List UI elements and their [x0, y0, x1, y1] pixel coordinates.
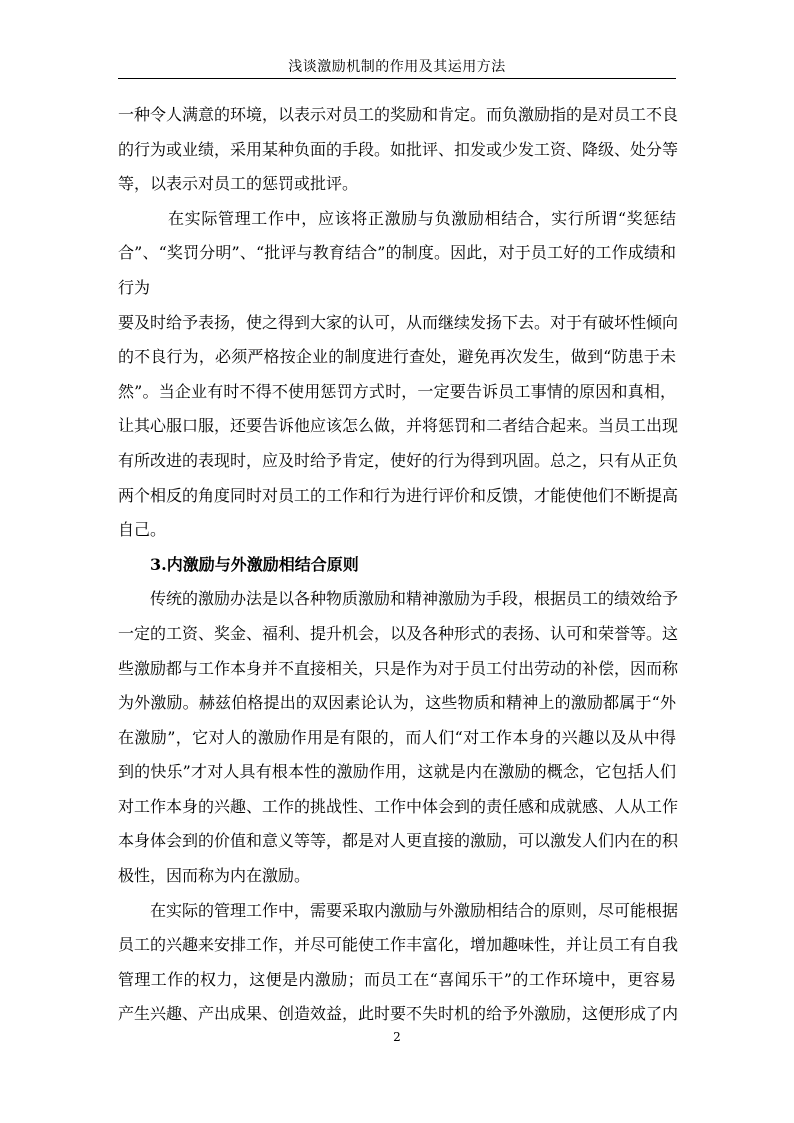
text-line: 两个相反的角度同时对员工的工作和行为进行评价和反馈，才能使他们不断提高 [118, 485, 679, 505]
body-text [118, 98, 679, 1032]
text-line: 管理工作的权力，这便是内激励；而员工在“喜闻乐干”的工作环境中，更容易 [118, 969, 676, 989]
running-header: 浅谈激励机制的作用及其运用方法 [288, 59, 506, 75]
text-line: 员工的兴趣来安排工作，并尽可能使工作丰富化，增加趣味性，并让员工有自我 [118, 935, 679, 955]
text-line: 要及时给予表扬，使之得到大家的认可，从而继续发扬下去。对于有破坏性倾向 [118, 312, 679, 332]
header-divider [118, 78, 676, 79]
text-line: 一种令人满意的环境，以表示对员工的奖励和肯定。而负激励指的是对员工不良 [118, 105, 679, 124]
text-line: 让其心服口服，还要告诉他应该怎么做，并将惩罚和二者结合起来。当员工出现 [118, 416, 679, 436]
text-line: 的行为或业绩，采用某种负面的手段。如批评、扣发或少发工资、降级、处分等 [118, 139, 679, 159]
text-line: 在实际管理工作中，应该将正激励与负激励相结合，实行所谓“奖惩结 [168, 208, 676, 228]
text-line: 有所改进的表现时，应及时给予肯定，使好的行为得到巩固。总之，只有从正负 [118, 450, 679, 470]
page-number: 2 [393, 1030, 401, 1044]
text-line: 行为 [118, 277, 151, 297]
text-line: 等，以表示对员工的惩罚或批评。 [118, 174, 359, 194]
text-line: 然”。当企业有时不得不使用惩罚方式时，一定要告诉员工事情的原因和真相， [118, 381, 676, 401]
text-line: 的不良行为，必须严格按企业的制度进行查处，避免再次发生，做到“防患于未 [118, 347, 676, 367]
section-heading: 3.内激励与外激励相结合原则 [150, 554, 359, 574]
text-line: 在激励”，它对人的激励作用是有限的，而人们“对工作本身的兴趣以及从中得 [118, 727, 676, 747]
text-line: 本身体会到的价值和意义等等，都是对人更直接的激励，可以激发人们内在的积 [118, 831, 679, 851]
text-line: 为外激励。赫兹伯格提出的双因素论认为，这些物质和精神上的激励都属于“外 [118, 693, 676, 713]
text-line: 些激励都与工作本身并不直接相关，只是作为对于员工付出劳动的补偿，因而称 [118, 658, 679, 678]
text-line: 传统的激励办法是以各种物质激励和精神激励为手段，根据员工的绩效给予 [150, 589, 679, 609]
text-line: 到的快乐”才对人具有根本性的激励作用，这就是内在激励的概念，它包括人们 [118, 762, 676, 782]
text-line: 极性，因而称为内在激励。 [118, 866, 311, 886]
text-line: 对工作本身的兴趣、工作的挑战性、工作中体会到的责任感和成就感、人从工作 [118, 796, 679, 816]
text-line: 在实际的管理工作中，需要采取内激励与外激励相结合的原则，尽可能根据 [150, 900, 679, 920]
text-line: 产生兴趣、产出成果、创造效益，此时要不失时机的给予外激励，这便形成了内 [118, 1004, 679, 1024]
text-line: 一定的工资、奖金、福利、提升机会，以及各种形式的表扬、认可和荣誉等。这 [118, 623, 679, 643]
text-line: 自己。 [118, 520, 167, 540]
text-line: 合”、“奖罚分明”、“批评与教育结合”的制度。因此，对于员工好的工作成绩和 [118, 243, 676, 263]
